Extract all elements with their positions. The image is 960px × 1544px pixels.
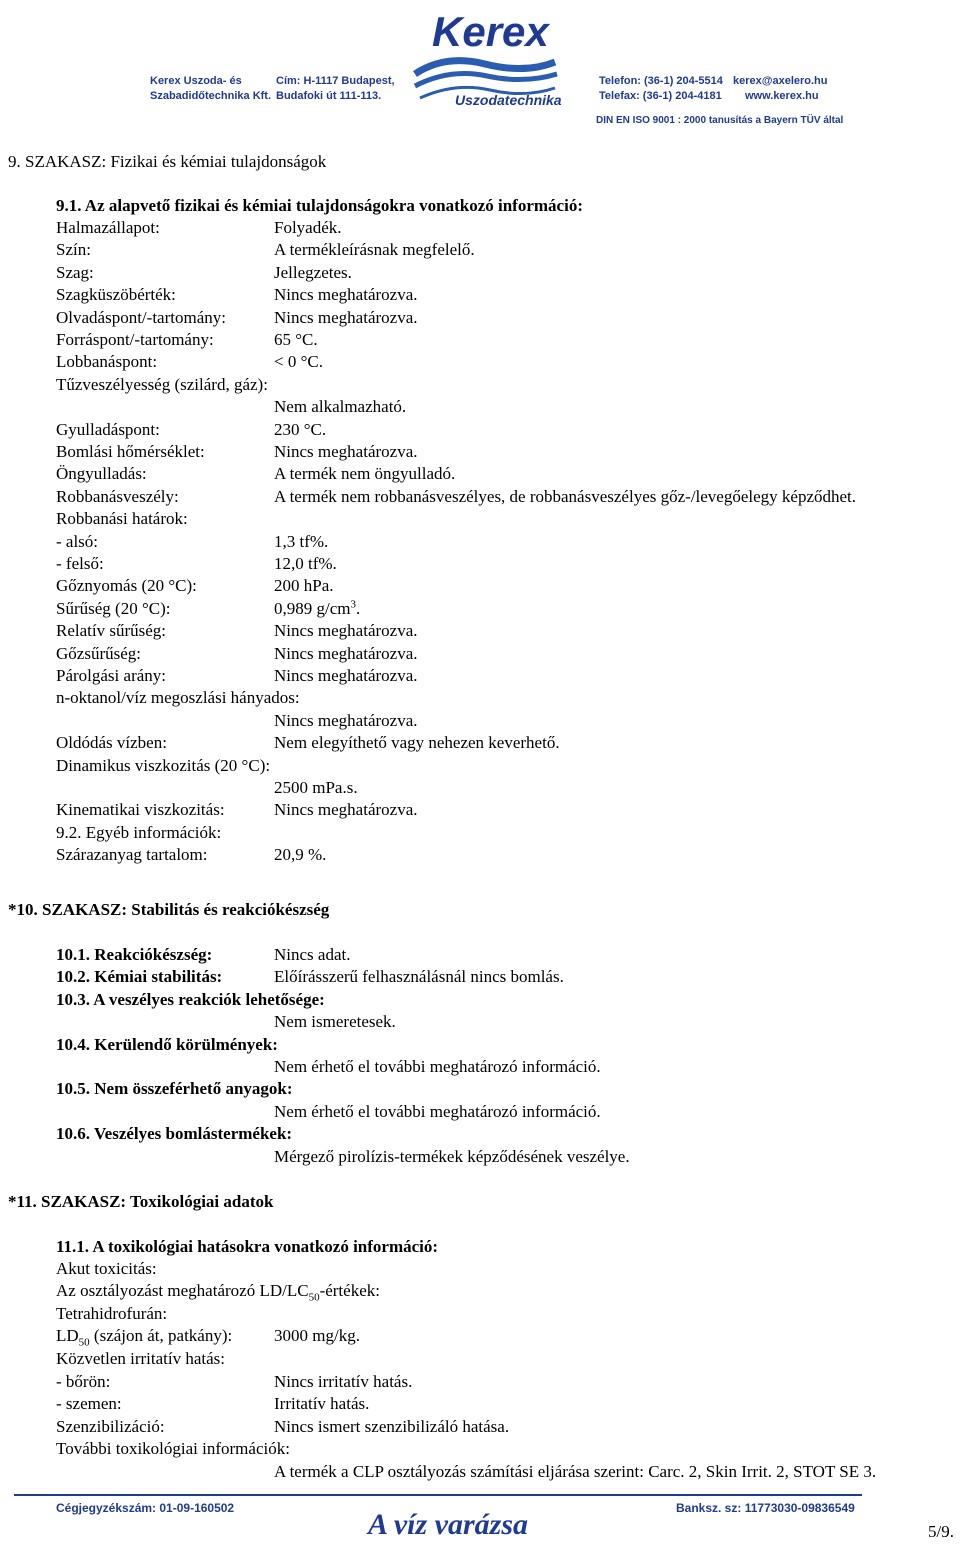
company-line1: Kerex Uszoda- és	[150, 75, 242, 87]
acute-toxicity-label: Akut toxicitás:	[56, 1259, 157, 1278]
property-label: Szag:	[56, 263, 94, 282]
property-label: Gőznyomás (20 °C):	[56, 576, 197, 595]
property-label: - alsó:	[56, 532, 99, 551]
section11-subtitle: 11.1. A toxikológiai hatásokra vonatkozó információ:	[56, 1237, 439, 1256]
property-value: Nincs meghatározva.	[274, 644, 418, 663]
company-line2: Szabadidőtechnika Kft.	[150, 90, 272, 102]
property-value: 65 °C.	[274, 330, 318, 349]
section10-title: *10. SZAKASZ: Stabilitás és reakciókészség	[8, 900, 330, 919]
property-label: Forráspont/-tartomány:	[56, 330, 214, 349]
property-value: Nincs meghatározva.	[274, 285, 418, 304]
substance-name: Tetrahidrofurán:	[56, 1304, 168, 1323]
property-label: Bomlási hőmérséklet:	[56, 442, 205, 461]
property-label: Relatív sűrűség:	[56, 621, 167, 640]
property-label: Sűrűség (20 °C):	[56, 599, 171, 618]
property-label: Öngyulladás:	[56, 464, 147, 483]
stability-item-value: Nem érhető el további meghatározó információ.	[274, 1102, 601, 1121]
property-label: Gőzsűrűség:	[56, 644, 141, 663]
property-value: A termék nem robbanásveszélyes, de robbanásveszélyes gőz-/levegőelegy képződhet.	[274, 487, 857, 506]
property-value: Folyadék.	[274, 218, 342, 237]
section9-title: 9. SZAKASZ: Fizikai és kémiai tulajdonságok	[8, 152, 327, 171]
brand-subtitle: Uszodatechnika	[455, 92, 562, 108]
property-value: Nem alkalmazható.	[274, 397, 407, 416]
property-label: 9.2. Egyéb információk:	[56, 823, 222, 842]
property-label: - felső:	[56, 554, 104, 573]
sensitization-value: Nincs ismert szenzibilizáló hatása.	[274, 1417, 510, 1436]
address-line2: Budafoki út 111-113.	[276, 90, 382, 102]
ld50-value: 3000 mg/kg.	[274, 1326, 360, 1345]
stability-item-value: Nem ismeretesek.	[274, 1012, 396, 1031]
property-label: Tűzveszélyesség (szilárd, gáz):	[56, 375, 268, 394]
property-value: 2500 mPa.s.	[274, 778, 358, 797]
property-label: Lobbanáspont:	[56, 352, 158, 371]
section9-subtitle: 9.1. Az alapvető fizikai és kémiai tulajdonságokra vonatkozó információ:	[56, 196, 583, 215]
property-label: Robbanási határok:	[56, 509, 188, 528]
property-label: Halmazállapot:	[56, 218, 160, 237]
property-value: A termékleírásnak megfelelő.	[274, 240, 475, 259]
property-label: Szárazanyag tartalom:	[56, 845, 208, 864]
property-value: Nincs meghatározva.	[274, 666, 418, 685]
section11-title: *11. SZAKASZ: Toxikológiai adatok	[8, 1192, 274, 1211]
property-value: Jellegzetes.	[274, 263, 352, 282]
eye-label: - szemen:	[56, 1394, 122, 1413]
phone-number: Telefon: (36-1) 204-5514	[599, 75, 723, 87]
stability-item-label: 10.5. Nem összeférhető anyagok:	[56, 1079, 293, 1098]
sensitization-label: Szenzibilizáció:	[56, 1417, 165, 1436]
property-label: Szín:	[56, 240, 91, 259]
website: www.kerex.hu	[745, 90, 819, 102]
property-label: Robbanásveszély:	[56, 487, 179, 506]
property-value: 12,0 tf%.	[274, 554, 337, 573]
skin-label: - bőrön:	[56, 1372, 111, 1391]
property-value: Nincs meghatározva.	[274, 711, 418, 730]
property-value: < 0 °C.	[274, 352, 323, 371]
property-value: Nem elegyíthető vagy nehezen keverhető.	[274, 733, 560, 752]
stability-item-value: Nem érhető el további meghatározó információ.	[274, 1057, 601, 1076]
skin-value: Nincs irritatív hatás.	[274, 1372, 413, 1391]
property-value: Nincs meghatározva.	[274, 442, 418, 461]
property-value: 230 °C.	[274, 420, 327, 439]
stability-item-label: 10.3. A veszélyes reakciók lehetősége:	[56, 990, 325, 1009]
stability-item-label: 10.6. Veszélyes bomlástermékek:	[56, 1124, 293, 1143]
property-label: Olvadáspont/-tartomány:	[56, 308, 226, 327]
footer-slogan: A víz varázsa	[368, 1508, 529, 1541]
more-tox-value: A termék a CLP osztályozás számítási eljárása szerint: Carc. 2, Skin Irrit. 2, STOT SE 3.	[274, 1462, 877, 1481]
property-value: 0,989 $g/cm^3$.	[274, 598, 361, 618]
property-value: 200 hPa.	[274, 576, 334, 595]
property-label: Szagküszöbérték:	[56, 285, 176, 304]
page-number: 5/9.	[928, 1522, 954, 1541]
property-label: n-oktanol/víz megoszlási hányados:	[56, 688, 300, 707]
stability-item-value: Előírásszerű felhasználásnál nincs bomlás.	[274, 967, 564, 986]
bank-account: Banksz. sz: 11773030-09836549	[676, 1501, 855, 1515]
email-address: kerex@axelero.hu	[733, 75, 828, 87]
property-value: 20,9 %.	[274, 845, 327, 864]
property-label: Kinematikai viszkozitás:	[56, 800, 225, 819]
brand-name: Kerex	[432, 8, 549, 55]
stability-item-label: 10.4. Kerülendő körülmények:	[56, 1035, 278, 1054]
stability-item-label: 10.1. Reakciókészség:	[56, 945, 213, 964]
fax-number: Telefax: (36-1) 204-4181	[599, 90, 722, 102]
property-value: 1,3 tf%.	[274, 532, 329, 551]
more-tox-label: További toxikológiai információk:	[56, 1439, 290, 1458]
property-value: Nincs meghatározva.	[274, 621, 418, 640]
logo-wave-icon	[415, 61, 555, 74]
property-value: A termék nem öngyulladó.	[274, 464, 456, 483]
eye-value: Irritatív hatás.	[274, 1394, 370, 1413]
ld50-label: $LD_{50}$ (szájon át, patkány):	[56, 1326, 233, 1349]
stability-item-value: Nincs adat.	[274, 945, 351, 964]
address-line1: Cím: H-1117 Budapest,	[276, 75, 395, 87]
property-value: Nincs meghatározva.	[274, 800, 418, 819]
footer-bar	[14, 1494, 862, 1496]
property-label: Oldódás vízben:	[56, 733, 167, 752]
property-label: Párolgási arány:	[56, 666, 166, 685]
property-value: Nincs meghatározva.	[274, 308, 418, 327]
company-registration: Cégjegyzékszám: 01-09-160502	[56, 1501, 235, 1515]
ld-lc-label: Az osztályozást meghatározó $LD/LC_{50}$-értékek:	[56, 1281, 380, 1304]
stability-item-value: Mérgező pirolízis-termékek képződésének veszélye.	[274, 1147, 630, 1166]
property-label: Gyulladáspont:	[56, 420, 160, 439]
stability-item-label: 10.2. Kémiai stabilitás:	[56, 967, 223, 986]
irritant-label: Közvetlen irritatív hatás:	[56, 1349, 225, 1368]
property-label: Dinamikus viszkozitás (20 °C):	[56, 756, 271, 775]
iso-certification: DIN EN ISO 9001 : 2000 tanusítás a Bayern TÜV által	[596, 115, 844, 126]
